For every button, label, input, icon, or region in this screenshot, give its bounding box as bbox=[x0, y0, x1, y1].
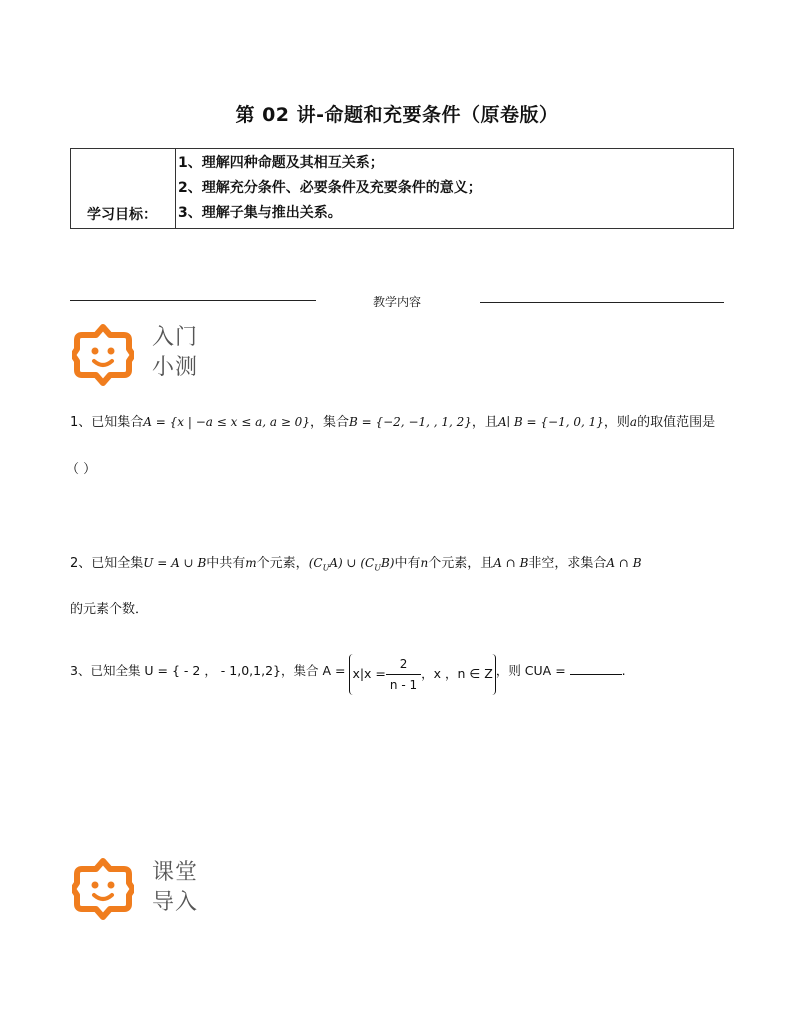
badge-label: 入门 小测 bbox=[152, 325, 199, 380]
question-3: 3、已知全集 U = { - 2 ， - 1,0,1,2}，集合 A = x|x = $\frac{2}{n - 1}$ ，x ，n ∈ Z ，则 CUA = . bbox=[70, 648, 626, 695]
answer-blank bbox=[570, 674, 622, 675]
section-header: 教学内容 bbox=[372, 295, 421, 309]
question-2-line2: 的元素个数． bbox=[70, 602, 149, 617]
goal-item: 2、理解充分条件、必要条件及充要条件的意义； bbox=[178, 180, 482, 196]
goal-item: 3、理解子集与推出关系。 bbox=[178, 205, 342, 221]
badge-label: 课堂 导入 bbox=[152, 860, 199, 915]
question-1: 1、已知集合A = {x | −a ≤ x ≤ a, a ≥ 0}，集合B = {−2, −1, , 1, 2}，且A∣ B = {−1, 0, 1}，则a的取值范围是 bbox=[70, 415, 716, 430]
robot-face-icon bbox=[72, 858, 134, 920]
goal-item: 1、理解四种命题及其相互关系； bbox=[178, 155, 384, 171]
goals-list bbox=[176, 149, 734, 229]
learning-goals-table bbox=[70, 148, 734, 229]
set-builder: x|x = $\frac{2}{n - 1}$ ，x ，n ∈ Z bbox=[349, 654, 495, 695]
goals-label: 学习目标： bbox=[71, 149, 176, 229]
question-2: 2、已知全集U = A ∪ B中共有m个元素，$(C_UA)$ ∪ $(C_UB)$中有n个元素，且A ∩ B非空，求集合A ∩ B bbox=[70, 556, 642, 573]
page-title: 第 02 讲-命题和充要条件（原卷版） bbox=[235, 104, 559, 126]
robot-face-icon bbox=[72, 324, 134, 386]
divider-right bbox=[480, 302, 724, 303]
answer-parentheses: （ ） bbox=[66, 462, 97, 477]
